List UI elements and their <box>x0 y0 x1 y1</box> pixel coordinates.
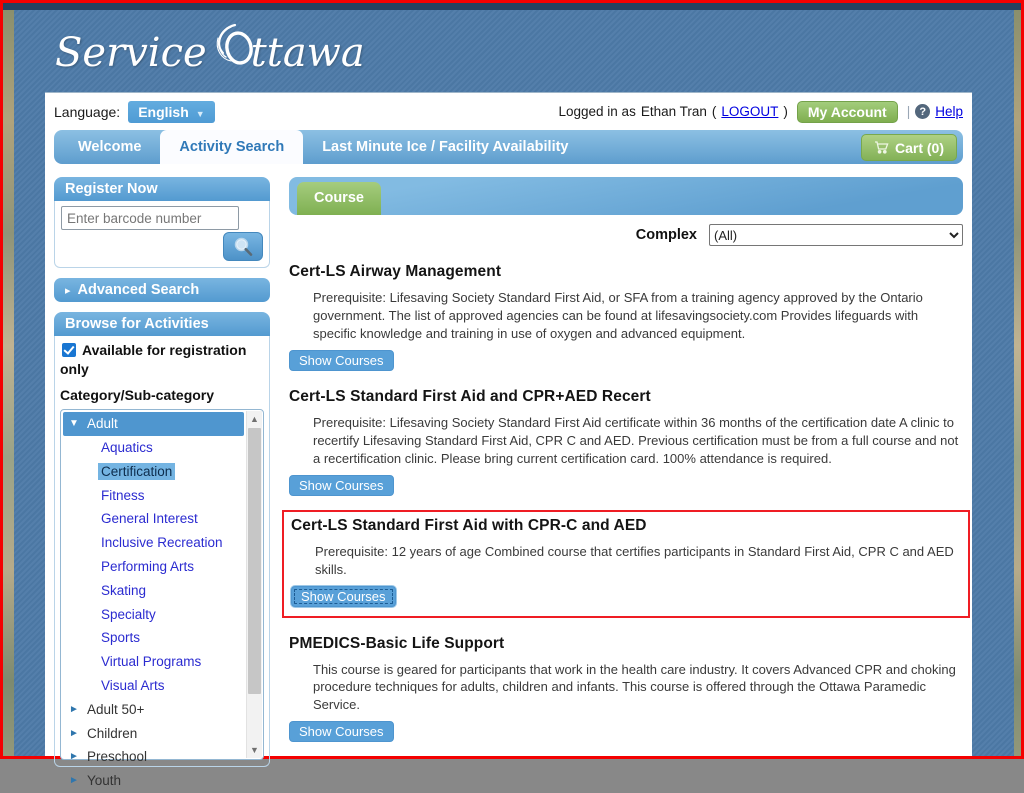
main-tab-bar <box>54 130 963 164</box>
show-courses-button[interactable]: Show Courses <box>289 475 394 496</box>
course-description: Prerequisite: Lifesaving Society Standard First Aid certificate within 36 months of the certification date A clinic to recertify Lifesaving Standard First Aid, CPR C and AED. Previous certification must be from a full course and not a recertification clinic. Please bring current certification card. 100% attendance is required. <box>313 414 959 466</box>
register-now-header: Register Now <box>54 177 270 201</box>
tree-item-visual-arts[interactable]: Visual Arts <box>101 677 165 693</box>
tree-item-aquatics[interactable]: Aquatics <box>101 439 153 455</box>
arrow-right-icon: ► <box>69 751 79 763</box>
register-now-panel <box>54 201 270 268</box>
course-description: Prerequisite: Lifesaving Society Standard First Aid, or SFA from a training agency approved by the Ontario government. The list of approved agencies can be found at lifesavingsociety.com Provides lifeguards with specific knowledge and training in use of oxygen and advanced equipment. <box>313 290 923 341</box>
chevron-down-icon: ▼ <box>195 108 205 119</box>
tree-item-adult[interactable]: ▼ Adult <box>63 412 244 436</box>
course-description: This course is geared for participants that work in the health care industry. It covers Advanced CPR and choking procedure techniques for adults, children and infants. This course is offered through the Ottawa Paramedic Service. <box>313 661 956 713</box>
browse-activities-panel <box>54 336 270 789</box>
user-name: Ethan Tran <box>640 104 707 119</box>
scroll-up-icon[interactable]: ▲ <box>250 413 259 424</box>
course-bar <box>289 177 963 215</box>
background-photo-edge-left <box>3 10 14 756</box>
tab-welcome[interactable]: Welcome <box>78 139 142 155</box>
logout-link[interactable]: LOGOUT <box>721 104 779 119</box>
arrow-right-icon: ► <box>69 703 79 715</box>
help-link[interactable]: Help <box>935 104 963 119</box>
tree-item-certification[interactable]: Certification <box>63 459 244 483</box>
barcode-search-button[interactable] <box>223 232 263 261</box>
tree-item-specialty[interactable]: Specialty <box>101 606 156 622</box>
show-courses-button[interactable]: Show Courses <box>289 350 394 371</box>
tree-item-skating[interactable]: Skating <box>101 582 147 598</box>
top-dark-band <box>3 3 1021 10</box>
browse-activities-header: Browse for Activities <box>54 312 270 336</box>
course-title: Cert-LS Airway Management <box>289 263 502 280</box>
scroll-down-icon[interactable]: ▼ <box>250 744 259 755</box>
course-title: Cert-LS Standard First Aid with CPR-C and AED <box>291 516 647 534</box>
language-label: Language: <box>54 103 121 120</box>
help-icon[interactable]: ? <box>915 104 930 119</box>
course-listing <box>289 388 963 496</box>
browse-for-activities <box>54 312 270 789</box>
course-listing <box>289 635 963 743</box>
tree-item-sports[interactable]: Sports <box>101 630 141 646</box>
sidebar <box>54 177 270 789</box>
paren-close: ) <box>783 104 788 119</box>
advanced-search-toggle[interactable]: ▸ Advanced Search <box>54 278 270 302</box>
arrow-right-icon: ▸ <box>65 285 71 297</box>
tree-item-adult-50plus[interactable]: ► Adult 50+ <box>69 701 145 717</box>
highlighted-course-red-box <box>282 510 970 618</box>
arrow-right-icon: ► <box>69 727 79 739</box>
course-listing <box>289 263 963 371</box>
tab-activity-search[interactable]: Activity Search <box>160 130 303 164</box>
service-ottawa-logo <box>55 25 365 81</box>
cart-button[interactable]: Cart (0) <box>861 134 957 161</box>
complex-filter-row <box>289 224 963 246</box>
category-subcategory-label: Category/Sub-category <box>60 386 215 403</box>
separator: | <box>906 104 911 119</box>
barcode-input[interactable] <box>61 206 239 230</box>
available-checkbox[interactable] <box>62 343 76 357</box>
course-tab[interactable]: Course <box>297 182 381 215</box>
tree-item-youth[interactable]: ► Youth <box>69 773 122 789</box>
show-courses-button[interactable]: Show Courses <box>291 586 396 607</box>
language-dropdown[interactable]: English ▼ <box>128 101 214 123</box>
magnifier-icon <box>232 236 254 258</box>
course-listing <box>291 517 961 607</box>
account-zone <box>559 101 964 123</box>
course-description: Prerequisite: 12 years of age Combined course that certifies participants in Standard First Aid, CPR C and AED skills. <box>315 543 954 577</box>
tree-item-preschool[interactable]: ► Preschool <box>69 749 148 765</box>
my-account-button[interactable]: My Account <box>797 101 898 123</box>
available-checkbox-row <box>60 341 264 379</box>
content-row <box>54 177 963 789</box>
tree-item-general-interest[interactable]: General Interest <box>101 511 198 527</box>
paren-open: ( <box>711 104 717 119</box>
available-checkbox-label: Available for registration only <box>60 342 247 377</box>
tree-item-fitness[interactable]: Fitness <box>101 487 145 503</box>
listbox-scrollbar[interactable] <box>246 411 262 758</box>
course-title: PMEDICS-Basic Life Support <box>289 634 505 652</box>
logo-text-ottawa: ttawa <box>250 30 365 76</box>
complex-label: Complex <box>635 227 697 243</box>
course-title: Cert-LS Standard First Aid and CPR+AED Recert <box>289 387 651 405</box>
main-content <box>289 177 963 767</box>
tree-item-virtual-programs[interactable]: Virtual Programs <box>101 654 202 670</box>
app-container <box>45 92 972 789</box>
cart-icon <box>874 141 889 154</box>
scrollbar-thumb[interactable] <box>248 428 261 694</box>
show-courses-button[interactable]: Show Courses <box>289 721 394 742</box>
language-account-row <box>54 93 963 130</box>
chevron-down-icon: ▼ <box>69 418 79 430</box>
tree-item-inclusive-recreation[interactable]: Inclusive Recreation <box>101 535 223 551</box>
category-listbox <box>60 409 264 789</box>
tree-item-children[interactable]: ► Children <box>69 725 138 741</box>
tree-item-performing-arts[interactable]: Performing Arts <box>101 558 195 574</box>
background-photo-edge-right <box>1014 10 1021 756</box>
logo-text-service: Service <box>55 30 207 76</box>
complex-select[interactable] <box>709 224 963 246</box>
tab-last-minute-ice[interactable]: Last Minute Ice / Facility Availability <box>322 139 569 155</box>
logged-in-text: Logged in as <box>558 104 636 119</box>
arrow-right-icon: ► <box>69 775 79 787</box>
